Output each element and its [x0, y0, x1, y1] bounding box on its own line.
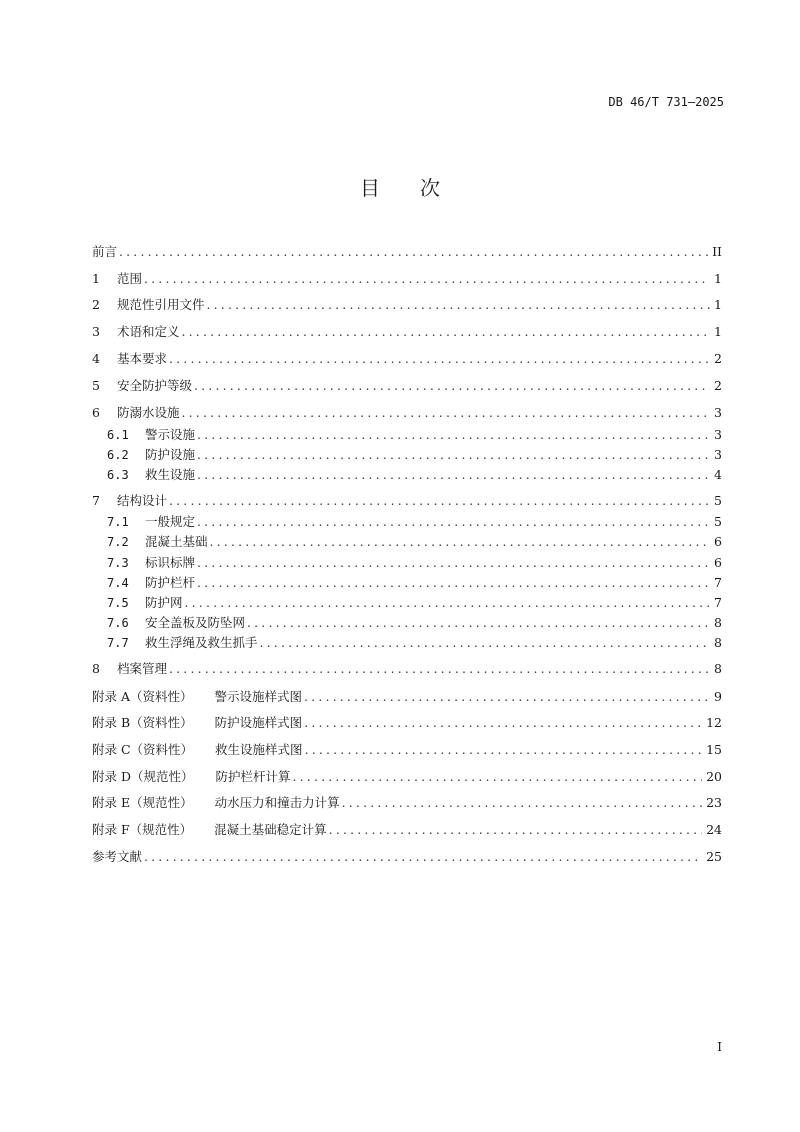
toc-entry-page: 5	[714, 514, 722, 529]
toc-entry[interactable]	[92, 323, 722, 341]
toc-entry-number: 7.7	[107, 636, 129, 650]
toc-entry[interactable]	[92, 688, 722, 706]
toc-entry-number: 6.1	[107, 428, 129, 442]
toc-entry-number: 附录 C（资料性）	[92, 742, 194, 757]
toc-entry-page: 7	[714, 575, 722, 590]
toc-entry-label: 防护网	[145, 595, 183, 610]
toc-entry-number: 7.6	[107, 616, 129, 630]
toc-entry-number: 7	[92, 493, 100, 508]
toc-entry-label: 警示设施样式图	[214, 689, 303, 704]
title-char: 次	[420, 176, 440, 200]
toc-entry[interactable]	[92, 768, 722, 786]
toc-entry-page: 2	[714, 378, 722, 393]
toc-entry-label: 安全盖板及防坠网	[145, 615, 246, 630]
toc-entry-number: 附录 A（资料性）	[92, 689, 193, 704]
toc-entry-label: 范围	[117, 271, 143, 286]
title-char: 目	[360, 176, 380, 200]
toc-entry-number: 7.3	[107, 556, 129, 570]
toc-entry-page: II	[712, 244, 722, 259]
page-title	[0, 172, 800, 201]
toc-entry[interactable]	[107, 426, 722, 444]
toc-entry-number: 7.1	[107, 515, 129, 529]
toc-entry-number: 3	[92, 324, 100, 339]
toc-entry-page: 5	[714, 493, 722, 508]
toc-entry-page: 1	[714, 324, 722, 339]
toc-entry[interactable]	[107, 446, 722, 464]
toc-entry[interactable]	[92, 492, 722, 510]
toc-entry-label: 安全防护等级	[117, 378, 193, 393]
toc-entry-label: 规范性引用文件	[117, 297, 205, 312]
dot-leader	[293, 768, 703, 786]
toc-entry-page: 2	[714, 351, 722, 366]
toc-entry-page: 1	[714, 297, 722, 312]
toc-entry-number: 6.3	[107, 468, 129, 482]
toc-entry-label: 防护设施样式图	[214, 715, 303, 730]
dot-leader	[305, 741, 703, 759]
toc-entry-number: 6	[92, 405, 100, 420]
toc-entry-label: 标识标牌	[145, 555, 196, 570]
toc-entry-label: 前言	[92, 244, 118, 259]
dot-leader	[197, 466, 710, 484]
toc-entry-number: 附录 D（规范性）	[92, 769, 194, 784]
toc-entry-page: 8	[714, 661, 722, 676]
toc-entry-page: 7	[714, 595, 722, 610]
toc-entry[interactable]	[92, 350, 722, 368]
toc-entry-number: 5	[92, 378, 100, 393]
dot-leader	[197, 446, 710, 464]
dot-leader	[185, 594, 711, 612]
toc-entry-page: 6	[714, 534, 722, 549]
toc-entry-page: 9	[714, 689, 722, 704]
dot-leader	[260, 634, 711, 652]
dot-leader	[210, 533, 711, 551]
toc-entry-label: 术语和定义	[117, 324, 180, 339]
dot-leader	[169, 492, 710, 510]
toc-entry-label: 一般规定	[145, 514, 196, 529]
toc-entry[interactable]	[92, 741, 722, 759]
toc-entry[interactable]	[107, 574, 722, 592]
toc-entry[interactable]	[92, 714, 722, 732]
dot-leader	[197, 426, 710, 444]
toc-entry-page: 8	[714, 635, 722, 650]
toc-entry[interactable]	[92, 848, 722, 866]
toc-entry-label: 结构设计	[117, 493, 168, 508]
toc-entry-number: 附录 B（资料性）	[92, 715, 193, 730]
toc-entry-page: 4	[714, 467, 722, 482]
page-number: I	[717, 1040, 722, 1054]
toc-entry-label: 混凝土基础	[145, 534, 208, 549]
toc-entry-number: 7.2	[107, 535, 129, 549]
dot-leader	[144, 270, 710, 288]
toc-entry[interactable]	[92, 296, 722, 314]
toc-entry-number: 2	[92, 297, 100, 312]
toc-entry[interactable]	[107, 466, 722, 484]
dot-leader	[169, 660, 710, 678]
toc-entry-label: 救生设施样式图	[215, 742, 303, 757]
toc-entry-label: 救生浮绳及救生抓手	[145, 635, 258, 650]
dot-leader	[197, 513, 710, 531]
toc-entry[interactable]	[92, 660, 722, 678]
toc-entry-label: 动水压力和撞击力计算	[214, 795, 340, 810]
toc-entry-page: 3	[714, 447, 722, 462]
toc-entry-page: 23	[706, 795, 722, 810]
toc-entry[interactable]	[92, 821, 722, 839]
toc-entry-number: 7.5	[107, 596, 129, 610]
dot-leader	[169, 350, 710, 368]
toc-entry-label: 参考文献	[92, 849, 143, 864]
document-code: DB 46/T 731—2025	[608, 95, 724, 109]
toc-entry[interactable]	[107, 634, 722, 652]
toc-entry-number: 8	[92, 661, 100, 676]
dot-leader	[182, 323, 711, 341]
toc-entry-number: 6.2	[107, 448, 129, 462]
toc-entry-number: 4	[92, 351, 100, 366]
toc-entry-page: 8	[714, 615, 722, 630]
toc-entry-label: 防护设施	[145, 447, 196, 462]
dot-leader	[197, 554, 710, 572]
toc-entry-label: 警示设施	[145, 427, 196, 442]
toc-entry-label: 救生设施	[145, 467, 196, 482]
toc-entry[interactable]	[92, 377, 722, 395]
toc-entry-label: 防护栏杆计算	[215, 769, 291, 784]
toc-entry-label: 防溺水设施	[117, 405, 180, 420]
toc-entry[interactable]	[92, 243, 722, 261]
toc-entry-label: 档案管理	[117, 661, 168, 676]
toc-entry[interactable]	[107, 533, 722, 551]
toc-entry-page: 12	[706, 715, 722, 730]
toc-entry[interactable]	[107, 614, 722, 632]
dot-leader	[329, 821, 702, 839]
toc-entry-page: 25	[706, 849, 722, 864]
toc-entry-label: 防护栏杆	[145, 575, 196, 590]
toc-entry[interactable]	[107, 554, 722, 572]
toc-entry-page: 6	[714, 555, 722, 570]
toc-entry-label: 基本要求	[117, 351, 168, 366]
toc-entry-number: 附录 F（规范性）	[92, 822, 193, 837]
toc-entry-page: 15	[706, 742, 722, 757]
toc-entry[interactable]	[107, 513, 722, 531]
dot-leader	[194, 377, 710, 395]
toc-entry-page: 3	[714, 405, 722, 420]
toc-entry[interactable]	[92, 794, 722, 812]
dot-leader	[182, 404, 711, 422]
toc-entry-page: 3	[714, 427, 722, 442]
dot-leader	[197, 574, 710, 592]
dot-leader	[207, 296, 711, 314]
toc-entry[interactable]	[107, 594, 722, 612]
dot-leader	[304, 688, 710, 706]
dot-leader	[304, 714, 702, 732]
toc-entry-number: 7.4	[107, 576, 129, 590]
dot-leader	[144, 848, 702, 866]
toc-entry-label: 混凝土基础稳定计算	[214, 822, 327, 837]
toc-entry-page: 24	[706, 822, 722, 837]
toc-entry-number: 附录 E（规范性）	[92, 795, 193, 810]
dot-leader	[342, 794, 702, 812]
toc-entry-page: 20	[706, 769, 722, 784]
toc-entry-page: 1	[714, 271, 722, 286]
dot-leader	[119, 243, 708, 261]
toc-entry-number: 1	[92, 271, 100, 286]
toc-entry[interactable]	[92, 270, 722, 288]
toc-entry[interactable]	[92, 404, 722, 422]
dot-leader	[247, 614, 710, 632]
